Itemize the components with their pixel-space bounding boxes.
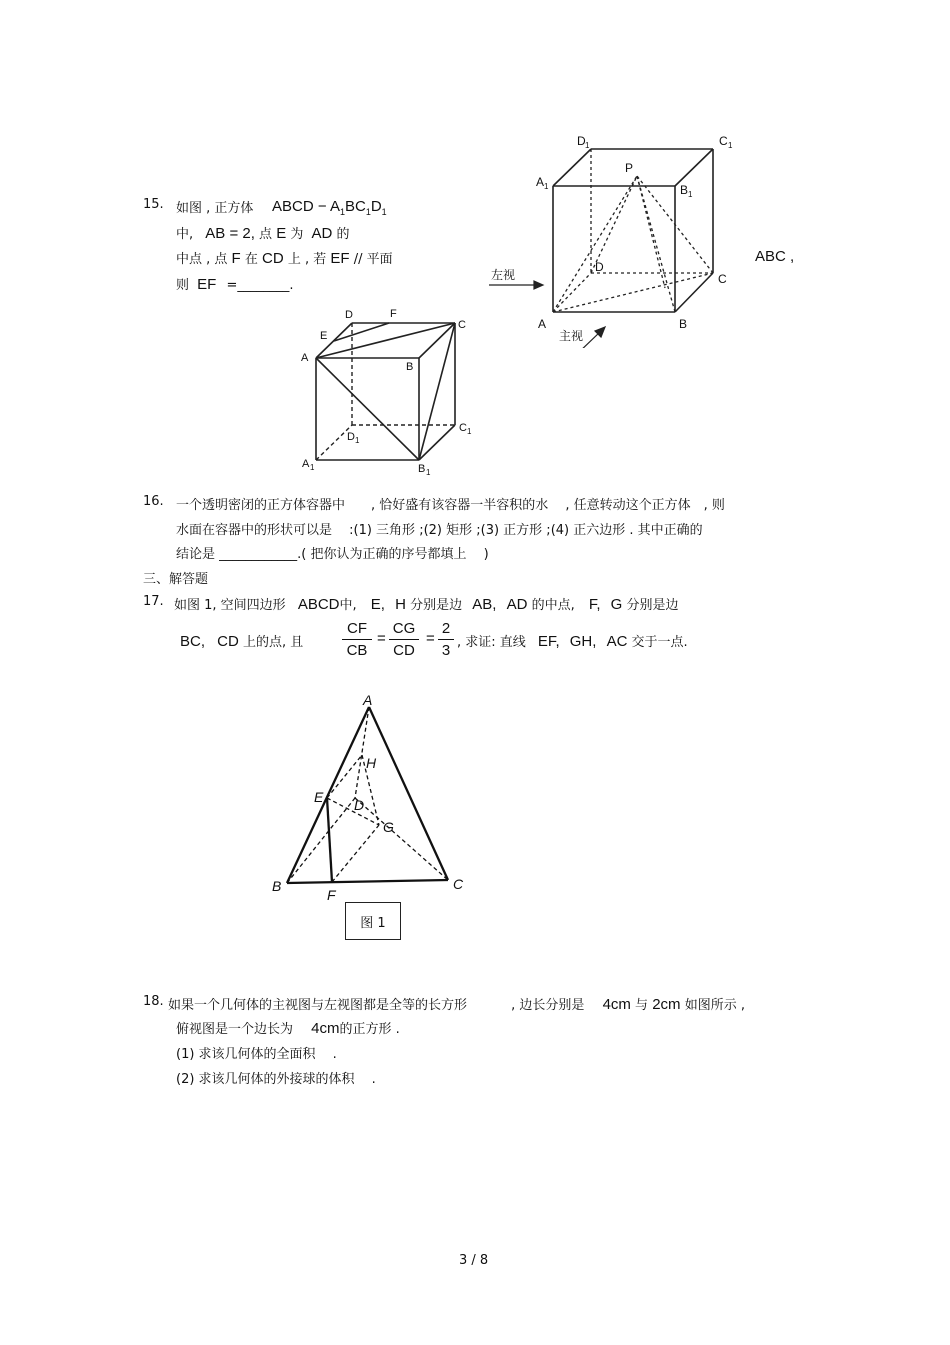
label-C1-sub: 1 [467, 427, 472, 436]
q18-number: 18. [143, 994, 164, 1009]
label-B: B [406, 361, 414, 373]
q15-text: 如图 , 正方体 [176, 201, 254, 216]
q17-line1: 如图 1, 空间四边形 ABCD中, E, H 分别是边 AB, AD 的中点, F, G 分别是边 [174, 596, 679, 613]
label-D1: D [577, 134, 586, 148]
label-C1: C [459, 422, 467, 434]
q15-abc-plane: ABC , [755, 248, 795, 265]
label-F: F [390, 308, 397, 320]
label-C: C [718, 272, 727, 286]
q18-sub1: (1) 求该几何体的全面积 . [176, 1047, 337, 1062]
label-E: E [314, 789, 324, 805]
label-A1-sub: 1 [544, 182, 549, 191]
q18-sub2: (2) 求该几何体的外接球的体积 . [176, 1072, 376, 1087]
label-A1-sub: 1 [310, 463, 315, 472]
tetrahedron-figure [265, 695, 480, 905]
q16-line2: 水面在容器中的形状可以是 :(1) 三角形 ;(2) 矩形 ;(3) 正方形 ;(4) 正六边形 . 其中正确的 [176, 523, 703, 538]
label-A: A [363, 695, 373, 708]
label-H: H [366, 755, 377, 771]
q16-number: 16. [143, 494, 164, 509]
q15-line2: 中, AB = 2, 点 E 为 AD 的 [176, 225, 350, 242]
label-F: F [327, 887, 336, 903]
q17-line2a: BC, CD 上的点, 且 [180, 633, 304, 650]
fraction-cf-cb: $\frac{CF}{CB}$ [342, 620, 372, 659]
q15-number: 15. [143, 197, 164, 212]
label-C: C [453, 876, 464, 892]
label-D: D [345, 309, 353, 321]
label-D1-sub: 1 [355, 436, 360, 445]
label-D: D [595, 260, 604, 274]
fraction-2-3: $\frac{2}{3}$ [438, 620, 454, 659]
label-B1-sub: 1 [426, 468, 431, 477]
cube-figure-1 [295, 303, 485, 478]
q16-line1: 一个透明密闭的正方体容器中 , 恰好盛有该容器一半容积的水 , 任意转动这个正方体 , 则 [176, 498, 725, 513]
q18-line1: 如果一个几何体的主视图与左视图都是全等的长方形 , 边长分别是 4cm 与 2cm 如图所示 , [168, 996, 745, 1013]
label-G: G [383, 819, 394, 835]
label-A: A [538, 317, 547, 331]
label-B: B [679, 317, 688, 331]
label-D1: D [347, 431, 355, 443]
label-C1: C [719, 134, 728, 148]
equals-1: = [377, 630, 386, 647]
q17-number: 17. [143, 594, 164, 609]
label-B1: B [418, 463, 426, 475]
cube-figure-2 [485, 128, 745, 348]
figure-caption: 图 1 [345, 902, 401, 940]
q17-line2b: , 求证: 直线 EF, GH, AC 交于一点. [457, 633, 688, 650]
q15-line4: 则 EF =________. [176, 276, 294, 293]
section-heading: 三、解答题 [143, 572, 209, 587]
q15-line3: 中点 , 点 F 在 CD 上 , 若 EF // 平面 [176, 250, 393, 267]
label-A1: A [302, 458, 310, 470]
q16-line3: 结论是 ____________.( 把你认为正确的序号都填上 ) [176, 547, 489, 562]
label-B: B [272, 878, 282, 894]
label-B1: B [680, 183, 689, 197]
label-A: A [301, 352, 309, 364]
label-D: D [354, 797, 365, 813]
label-C: C [458, 319, 466, 331]
q18-line2: 俯视图是一个边长为 4cm的正方形 . [176, 1020, 400, 1037]
label-D1-sub: 1 [585, 141, 590, 150]
label-B1-sub: 1 [688, 190, 693, 199]
left-view-label: 左视 [491, 268, 516, 282]
fraction-cg-cd: $\frac{CG}{CD}$ [389, 620, 419, 659]
label-A1: A [536, 175, 545, 189]
equals-2: = [426, 630, 435, 647]
q15-math: ABCD − $A_1BC_1D_1$ [272, 198, 387, 217]
label-C1-sub: 1 [728, 141, 733, 150]
page-number: 3 / 8 [459, 1253, 489, 1268]
label-E: E [320, 330, 328, 342]
front-view-label: 主视 [559, 329, 584, 343]
label-P: P [625, 161, 634, 175]
